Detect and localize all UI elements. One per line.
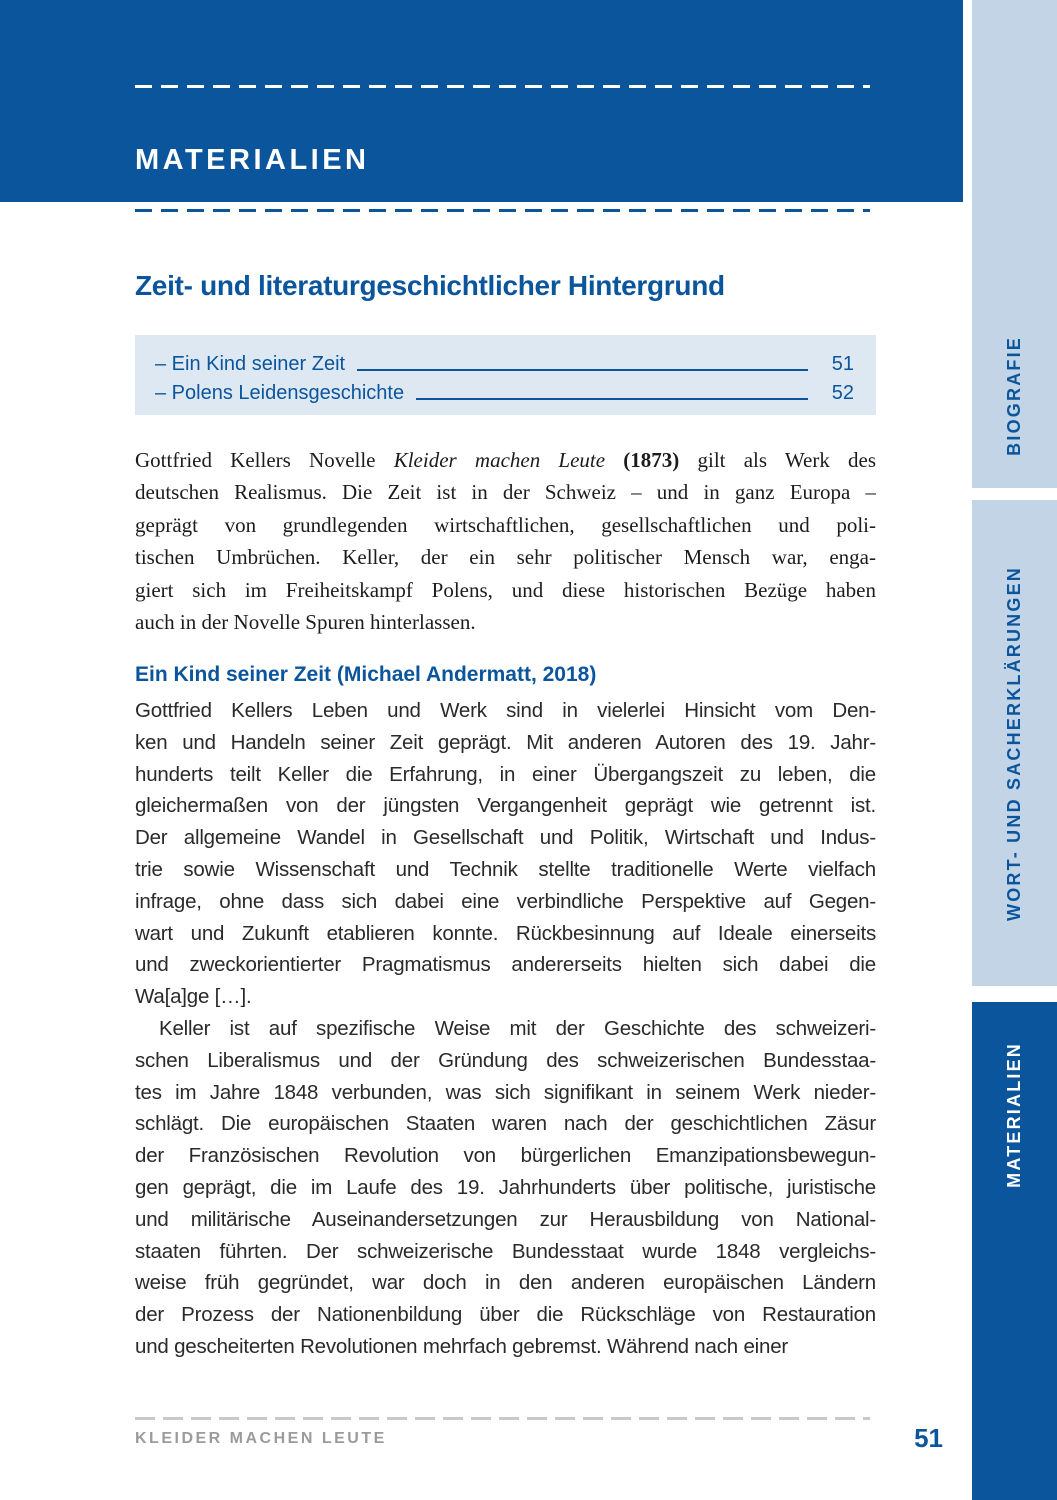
sidebar-tab-label: MATERIALIEN	[1004, 1042, 1024, 1188]
text-line: Keller ist auf spezifische Weise mit der Geschichte des schweizeri-	[159, 1016, 876, 1040]
text-line: gleichermaßen von der jüngsten Vergangenheit geprägt wie getrennt ist.	[135, 794, 876, 818]
chapter-title: MATERIALIEN	[135, 144, 370, 176]
text-line: staaten führten. Der schweizerische Bundesstaat wurde 1848 vergleichs-	[135, 1239, 876, 1263]
intro-paragraph-lines	[135, 476, 876, 638]
text-line: schlägt. Die europäischen Staaten waren nach der geschichtlichen Zäsur	[135, 1112, 876, 1136]
page-number: 51	[914, 1423, 943, 1453]
toc-entry-page-number: 52	[831, 382, 854, 404]
text-line: deutschen Realismus. Die Zeit ist in der Schweiz – und in ganz Europa –	[135, 480, 876, 505]
toc-entry[interactable]	[155, 376, 854, 406]
toc-entry-label: – Ein Kind seiner Zeit	[155, 352, 346, 375]
sidebar-tab-wort-und-sacherklaerungen[interactable]	[972, 500, 1057, 986]
sidebar-tab-biografie[interactable]	[972, 0, 1057, 488]
text-line: Der allgemeine Wandel in Gesellschaft und Politik, Wirtschaft und Indus-	[135, 826, 876, 850]
section-title: Zeit- und literaturgeschichtlicher Hintergrund	[135, 270, 725, 301]
body-paragraph-1	[135, 695, 876, 1013]
toc-entry[interactable]	[155, 346, 854, 376]
text-line: hunderts teilt Keller die Erfahrung, in einer Übergangszeit zu leben, die	[135, 762, 876, 786]
body-paragraph-2	[135, 1013, 876, 1363]
novella-title-italic: Kleider machen Leute	[393, 448, 606, 472]
text-line: der Prozess der Nationenbildung über die Rückschläge von Restauration	[135, 1303, 876, 1327]
text-line: Gottfried Kellers Leben und Werk sind in vielerlei Hinsicht vom Den-	[135, 699, 876, 722]
text-line: Gottfried Kellers Novelle Kleider machen Leute (1873) gilt als Werk des	[135, 448, 877, 472]
text-line: geprägt von grundlegenden wirtschaftlichen, gesellschaftlichen und poli-	[135, 512, 876, 537]
toc-leader-line	[416, 398, 808, 400]
text-line: tes im Jahre 1848 verbunden, was sich signifikant in seinem Werk nieder-	[135, 1080, 876, 1104]
sidebar-tab-materialien-active[interactable]	[972, 1002, 1057, 1500]
text-line: trie sowie Wissenschaft und Technik stellte traditionelle Werte vielfach	[135, 857, 876, 881]
sidebar-tab-label: WORT- UND SACHERKLÄRUNGEN	[1004, 565, 1024, 921]
toc-entry-page-number: 51	[831, 352, 854, 375]
text-line: und militärische Auseinandersetzungen zur Herausbildung von National-	[135, 1207, 876, 1231]
header-dashed-rule	[135, 85, 870, 88]
text-line: schen Liberalismus und der Gründung des schweizerischen Bundesstaa-	[135, 1048, 876, 1072]
text-line: tischen Umbrüchen. Keller, der ein sehr politischer Mensch war, enga-	[135, 545, 876, 570]
section-toc-box	[135, 335, 876, 415]
toc-leader-line	[357, 369, 808, 371]
text-line: wart und Zukunft etablieren konnte. Rückbesinnung auf Ideale einerseits	[135, 921, 876, 945]
text-line: auch in der Novelle Spuren hinterlassen.	[135, 610, 476, 635]
text-line: ken und Handeln seiner Zeit geprägt. Mit anderen Autoren des 19. Jahr-	[135, 730, 876, 754]
text-line: infrage, ohne dass sich dabei eine verbindliche Perspektive auf Gegen-	[135, 889, 876, 913]
subsection-heading: Ein Kind seiner Zeit (Michael Andermatt, 2018)	[135, 663, 597, 686]
text-line: giert sich im Freiheitskampf Polens, und diese historischen Bezüge haben	[135, 577, 876, 602]
footer-dashed-rule	[135, 1417, 870, 1420]
chapter-header-banner	[0, 0, 963, 202]
below-header-dashed-rule	[135, 209, 870, 212]
text-line: und zweckorientierter Pragmatismus andererseits hielten sich dabei die	[135, 953, 876, 977]
footer-book-title: KLEIDER MACHEN LEUTE	[135, 1430, 387, 1447]
text-line: der Französischen Revolution von bürgerlichen Emanzipationsbewegun-	[135, 1144, 876, 1168]
sidebar-tab-column	[972, 0, 1057, 1500]
text-line: und gescheiterten Revolutionen mehrfach gebremst. Während nach einer	[135, 1334, 789, 1358]
text-line: gen geprägt, die im Laufe des 19. Jahrhunderts über politische, juristische	[135, 1175, 876, 1199]
intro-paragraph	[135, 444, 876, 638]
sidebar-tab-label: BIOGRAFIE	[1004, 336, 1024, 456]
body-text	[135, 695, 876, 1363]
text-line: Wa[a]ge […].	[135, 985, 252, 1009]
toc-entry-label: – Polens Leidensgeschichte	[155, 382, 405, 404]
year-bold: (1873)	[605, 448, 680, 472]
text-line: weise früh gegründet, war doch in den anderen europäischen Ländern	[135, 1271, 876, 1295]
